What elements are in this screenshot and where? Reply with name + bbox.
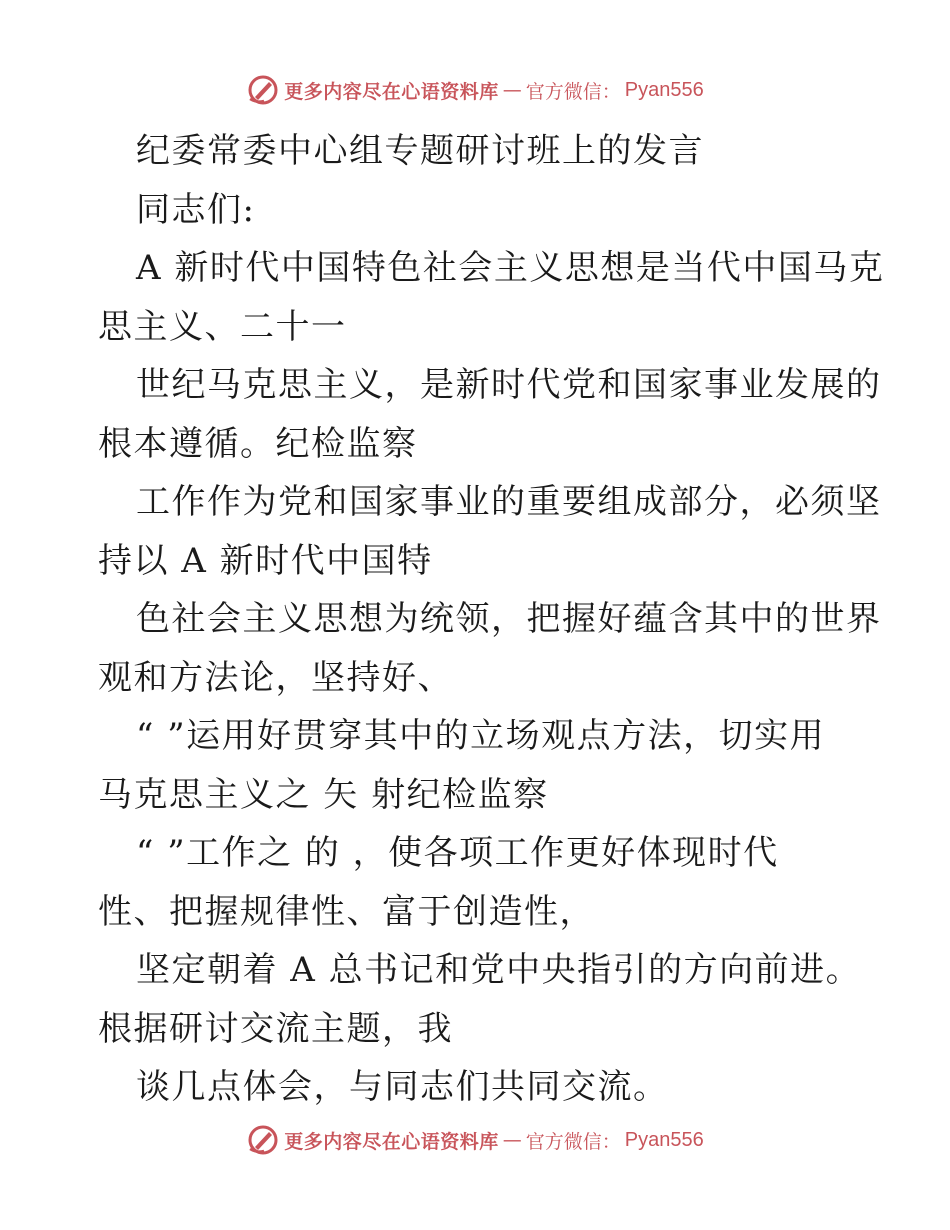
- doc-line: “ ”工作之 的 ，使各项工作更好体现时代: [136, 833, 779, 873]
- footer-banner: [0, 1120, 950, 1160]
- doc-line: 持以 A 新时代中国特: [98, 540, 433, 581]
- doc-line: 谈几点体会，与同志们共同交流。: [136, 1067, 669, 1107]
- doc-line: 根据研讨交流主题，我: [98, 1008, 453, 1049]
- document-body: [98, 122, 885, 1117]
- footer-banner-inner: [246, 1123, 704, 1157]
- doc-line: 思主义、二十一: [98, 306, 347, 347]
- pen-logo-icon: [246, 1123, 280, 1157]
- header-banner-inner: [246, 73, 704, 107]
- doc-line: 观和方法论，坚持好、: [98, 657, 453, 698]
- banner-wechat-id: Pyan556: [624, 1128, 704, 1151]
- doc-line-title: 纪委常委中心组专题研讨班上的发言: [136, 131, 704, 171]
- banner-label: 官方微信：: [525, 80, 621, 103]
- pen-logo-icon: [246, 73, 280, 107]
- doc-line: 坚定朝着 A 总书记和党中央指引的方向前进。: [136, 950, 862, 990]
- banner-wechat-id: Pyan556: [624, 78, 704, 101]
- banner-dash: —: [502, 79, 522, 101]
- banner-dash: —: [502, 1129, 522, 1151]
- doc-line: A 新时代中国特色社会主义思想是当代中国马克: [136, 248, 885, 288]
- banner-label: 官方微信：: [525, 1130, 621, 1153]
- banner-text: 更多内容尽在心语资料库: [284, 1130, 499, 1153]
- doc-line: 世纪马克思主义，是新时代党和国家事业发展的: [136, 365, 882, 405]
- doc-line: 工作作为党和国家事业的重要组成部分，必须坚: [136, 482, 882, 522]
- header-banner: [0, 70, 950, 110]
- doc-line: 根本遵循。纪检监察: [98, 423, 418, 464]
- doc-line: 马克思主义之 矢 射纪检监察: [98, 774, 549, 815]
- doc-line: “ ”运用好贯穿其中的立场观点方法，切实用: [136, 716, 826, 756]
- banner-text: 更多内容尽在心语资料库: [284, 80, 499, 103]
- doc-line: 性、把握规律性、富于创造性，: [98, 891, 595, 932]
- doc-line-salutation: 同志们:: [136, 189, 256, 230]
- doc-line: 色社会主义思想为统领，把握好蕴含其中的世界: [136, 599, 882, 639]
